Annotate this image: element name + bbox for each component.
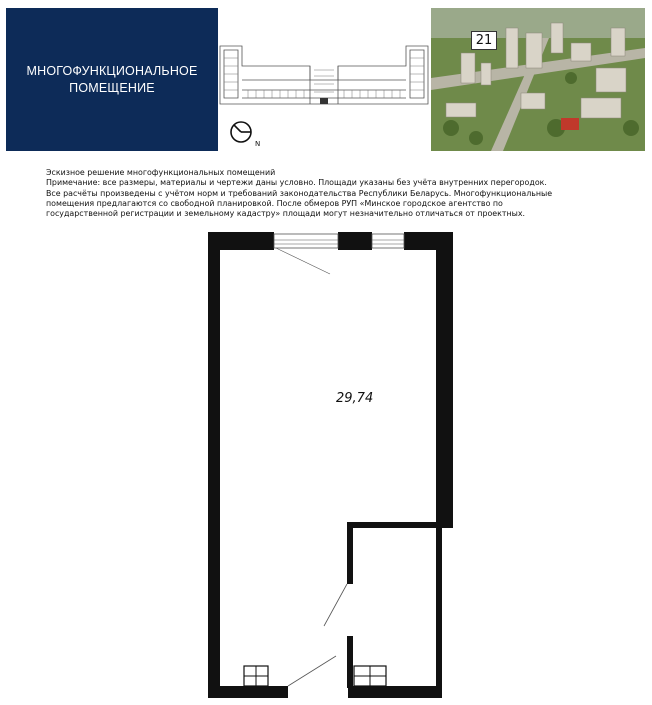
- title-line-2: ПОМЕЩЕНИЕ: [69, 80, 155, 95]
- inner-door-leaf: [324, 584, 347, 626]
- wall-bottom-left: [208, 686, 288, 698]
- entrance-door-leaf: [288, 656, 336, 686]
- room-area-label: 29,74: [336, 391, 374, 406]
- aerial-photo-image: [431, 8, 645, 151]
- notes-line-2: Примечание: все размеры, материалы и чертежи даны условно. Площади указаны без учёта внутренних перегородок.: [46, 178, 547, 188]
- window-left: [274, 234, 338, 248]
- wall-top-middle: [338, 232, 372, 250]
- window-opening-line: [276, 248, 330, 274]
- notes-line-1: Эскизное решение многофункциональных помещений: [46, 168, 276, 177]
- compass-icon: [228, 120, 268, 150]
- wall-right-lower: [436, 524, 442, 698]
- title-line-1: МНОГОФУНКЦИОНАЛЬНОЕ: [26, 63, 198, 78]
- partition-vertical-upper: [347, 522, 353, 584]
- window-right: [372, 234, 404, 248]
- wall-bottom-right: [348, 686, 442, 698]
- partition-vertical-lower: [347, 636, 353, 688]
- floor-plan: [204, 228, 460, 704]
- notes-line-4: помещения предлагаются со свободной планировкой. После обмеров РУП «Минское городское агентство по: [46, 198, 503, 208]
- compass-label: N: [255, 140, 261, 148]
- notes-line-3: Все расчёты произведены с учётом норм и требований законодательства Республики Беларусь. Многофункциональные: [46, 188, 553, 198]
- notes-text: [46, 168, 626, 219]
- partition-horizontal: [347, 522, 436, 528]
- floor-key-plan: [218, 40, 430, 112]
- title-block: [6, 8, 218, 151]
- aerial-photo: [431, 8, 645, 151]
- notes-line-5: государственной регистрации и земельному кадастру» площади могут незначительно отличаться от проектных.: [46, 209, 526, 219]
- wall-left: [208, 232, 220, 698]
- wall-right-upper: [436, 232, 453, 528]
- page-title: [26, 63, 197, 97]
- building-number-label: 21: [471, 31, 497, 50]
- highlighted-unit-marker: [320, 98, 328, 104]
